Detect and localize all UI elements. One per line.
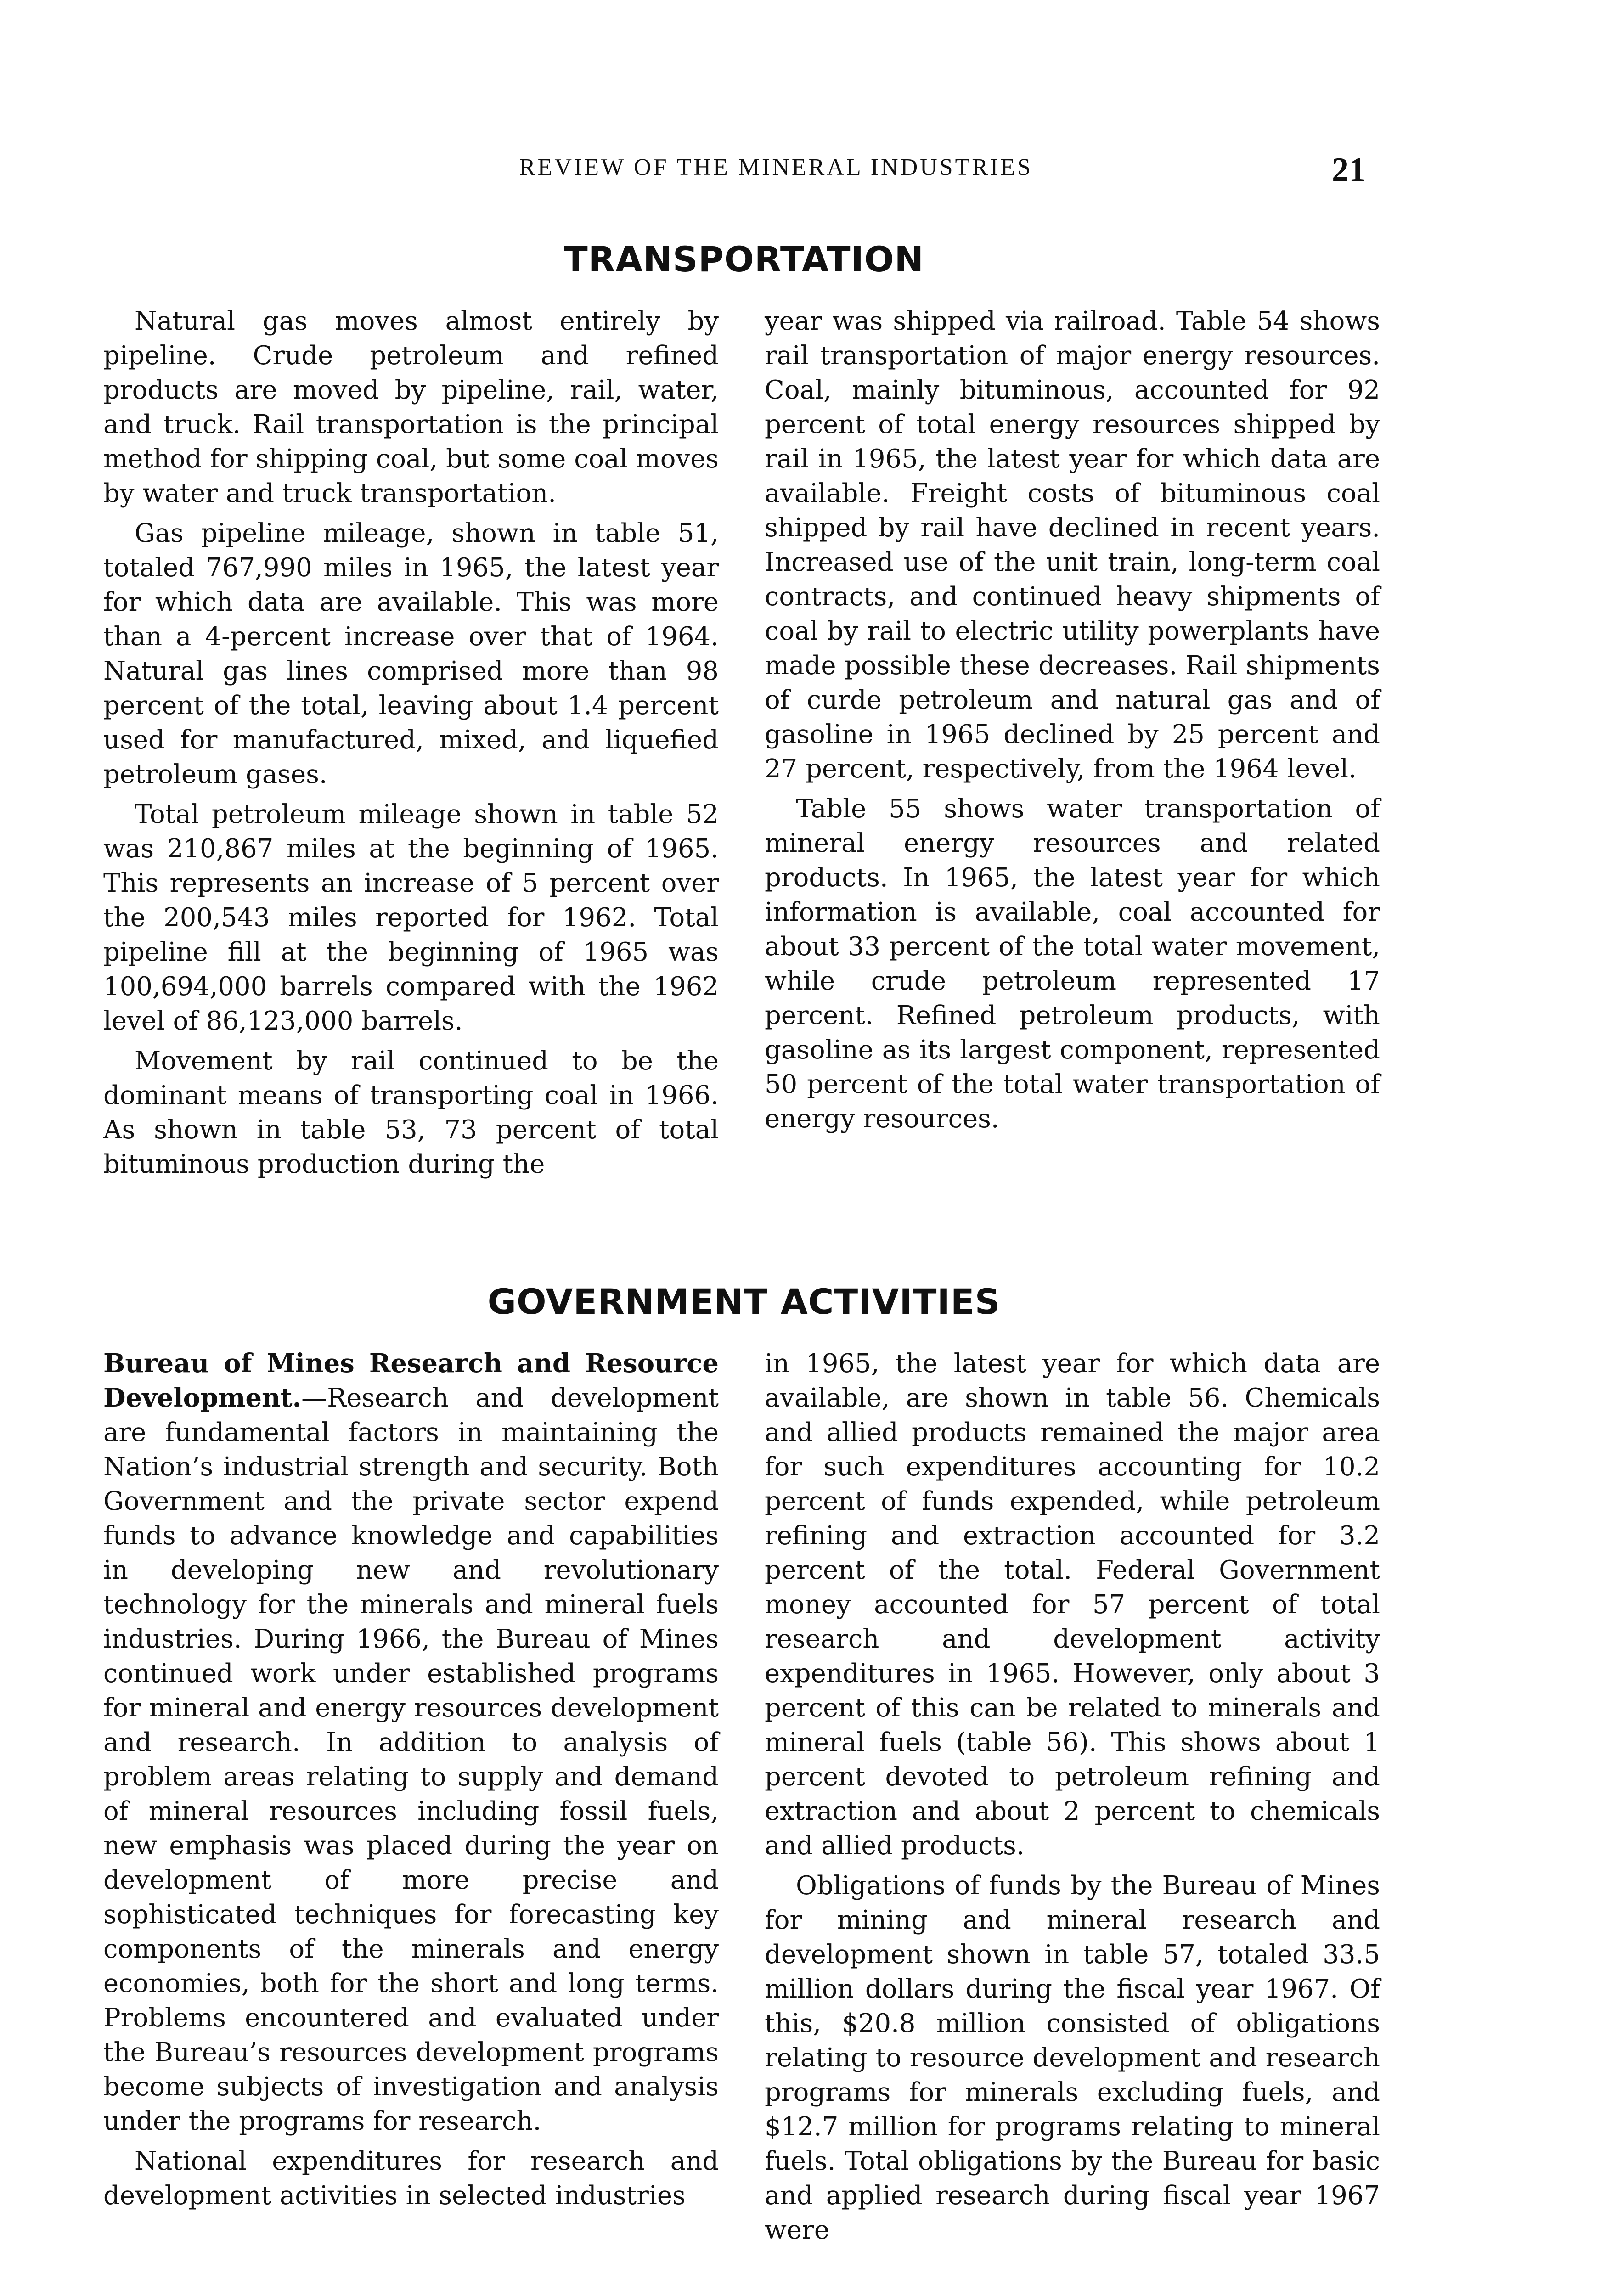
lead-in: Bureau of Mines Research and Resource Development. (103, 1348, 719, 1413)
government-left-column (103, 1346, 719, 2218)
paragraph: Table 55 shows water transportation of mineral energy resources and related products. In 1965, the latest year for which information is available, coal accounted for about 33 percent of the total water movement, while crude petroleum represented 17 percent. Refined petroleum products, with gasoline as its largest component, represented 50 percent of the total water transportation of energy resources. (765, 794, 1380, 1134)
government-activities-heading: GOVERNMENT ACTIVITIES (487, 1281, 1001, 1322)
running-title: REVIEW OF THE MINERAL INDUSTRIES (519, 154, 1033, 180)
page-number: 21 (1332, 151, 1366, 189)
paragraph: Movement by rail continued to be the dominant means of transporting coal in 1966. As shown in table 53, 73 percent of total bituminous production during the (103, 1046, 719, 1179)
transportation-heading: TRANSPORTATION (563, 239, 924, 280)
transportation-left-column (103, 304, 719, 1187)
paragraph-text: —Research and development are fundamental factors in maintaining the Nation’s industrial strength and security. Both Government and the private sector expend funds to advance knowledge and capabilities in developing new and revolutionary technology for the minerals and mineral fuels industries. During 1966, the Bureau of Mines continued work under established programs for mineral and energy resources development and research. In addition to analysis of problem areas relating to supply and demand of mineral resources including fossil fuels, new emphasis was placed during the year on development of more precise and sophisticated techniques for forecasting key components of the minerals and energy economies, both for the short and long terms. Problems encountered and evaluated under the Bureau’s resources development programs become subjects of investigation and analysis under the programs for research. (103, 1383, 719, 2136)
paragraph: National expenditures for research and development activities in selected industries (103, 2146, 719, 2211)
paragraph: Obligations of funds by the Bureau of Mines for mining and mineral research and development shown in table 57, totaled 33.5 million dollars during the fiscal year 1967. Of this, $20.8 million consisted of obligations relating to resource development and research programs for minerals excluding fuels, and $12.7 million for programs relating to mineral fuels. Total obligations by the Bureau for basic and applied research during fiscal year 1967 were (765, 1871, 1380, 2245)
paragraph (103, 1346, 719, 2138)
paragraph: year was shipped via railroad. Table 54 shows rail transportation of major energy resources. Coal, mainly bituminous, accounted for 92 percent of total energy resources shipped by rail in 1965, the latest year for which data are available. Freight costs of bituminous coal shipped by rail have declined in recent years. Increased use of the unit train, long-term coal contracts, and continued heavy shipments of coal by rail to electric utility powerplants have made possible these decreases. Rail shipments of curde petroleum and natural gas and of gasoline in 1965 declined by 25 percent and 27 percent, respectively, from the 1964 level. (765, 306, 1380, 784)
government-right-column (765, 1346, 1380, 2253)
paragraph: Total petroleum mileage shown in table 52 was 210,867 miles at the beginning of 1965. This represents an increase of 5 percent over the 200,543 miles reported for 1962. Total pipeline fill at the beginning of 1965 was 100,694,000 barrels compared with the 1962 level of 86,123,000 barrels. (103, 799, 719, 1036)
paragraph: Natural gas moves almost entirely by pipeline. Crude petroleum and refined products are moved by pipeline, rail, water, and truck. Rail transportation is the principal method for shipping coal, but some coal moves by water and truck transportation. (103, 306, 719, 508)
transportation-right-column (765, 304, 1380, 1142)
paragraph: Gas pipeline mileage, shown in table 51, totaled 767,990 miles in 1965, the latest year for which data are available. This was more than a 4-percent increase over that of 1964. Natural gas lines comprised more than 98 percent of the total, leaving about 1.4 percent used for manufactured, mixed, and liquefied petroleum gases. (103, 518, 719, 789)
paragraph: in 1965, the latest year for which data are available, are shown in table 56. Chemicals and allied products remained the major area for such expenditures accounting for 10.2 percent of funds expended, while petroleum refining and extraction accounted for 3.2 percent of the total. Federal Government money accounted for 57 percent of total research and development activity expenditures in 1965. However, only about 3 percent of this can be related to minerals and mineral fuels (table 56). This shows about 1 percent devoted to petroleum refining and extraction and about 2 percent to chemicals and allied products. (765, 1349, 1380, 1861)
